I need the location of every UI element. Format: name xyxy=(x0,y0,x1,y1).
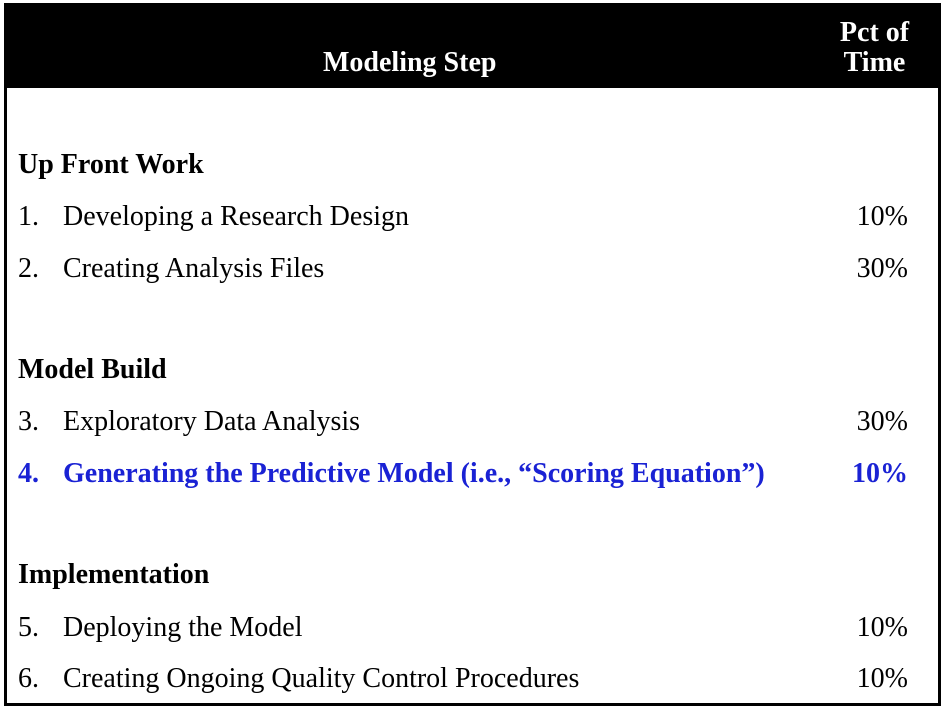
row-number: 5. xyxy=(18,612,39,643)
row-number: 1. xyxy=(18,201,39,232)
header-pct-of-time xyxy=(812,18,937,78)
row-number: 4. xyxy=(18,458,39,489)
row-label: Exploratory Data Analysis xyxy=(63,406,361,437)
table-header xyxy=(7,6,938,88)
row-pct: 30% xyxy=(856,406,908,437)
row-pct: 10% xyxy=(856,612,908,643)
row-label: Developing a Research Design xyxy=(63,201,409,232)
row-label: Deploying the Model xyxy=(63,612,303,643)
table-row xyxy=(18,661,908,697)
row-pct: 10% xyxy=(852,458,908,489)
section-title-up-front-work: Up Front Work xyxy=(18,149,204,180)
section-title-implementation: Implementation xyxy=(18,559,210,590)
row-number: 6. xyxy=(18,663,39,694)
table-row xyxy=(18,251,908,287)
header-pct-line1: Pct of xyxy=(839,17,910,48)
table-row xyxy=(18,610,908,646)
row-number: 3. xyxy=(18,406,39,437)
table-row-highlighted xyxy=(18,456,908,492)
row-pct: 10% xyxy=(856,201,908,232)
row-pct: 30% xyxy=(856,253,908,284)
row-number: 2. xyxy=(18,253,39,284)
row-pct: 10% xyxy=(856,663,908,694)
header-modeling-step: Modeling Step xyxy=(323,47,497,78)
section-title-model-build: Model Build xyxy=(18,354,167,385)
header-pct-line2: Time xyxy=(843,47,906,78)
table-row xyxy=(18,404,908,440)
table-row xyxy=(18,199,908,235)
row-label: Creating Ongoing Quality Control Procedures xyxy=(63,663,580,694)
row-label: Creating Analysis Files xyxy=(63,253,325,284)
row-label: Generating the Predictive Model (i.e., “Scoring Equation”) xyxy=(63,458,765,489)
modeling-steps-table xyxy=(4,3,941,706)
